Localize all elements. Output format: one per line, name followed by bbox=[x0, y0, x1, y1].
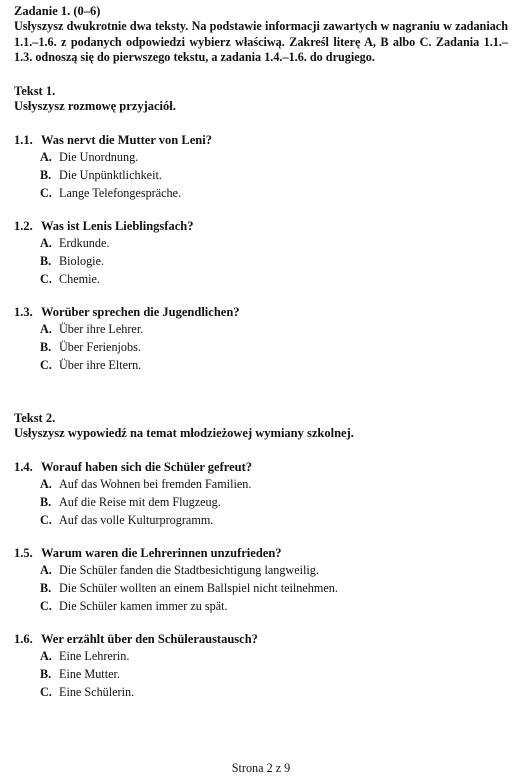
option-text: Biologie. bbox=[59, 253, 105, 268]
option-b[interactable] bbox=[14, 338, 508, 356]
option-a[interactable] bbox=[14, 647, 508, 665]
option-letter: B. bbox=[40, 253, 52, 268]
option-text: Die Schüler kamen immer zu spät. bbox=[59, 598, 228, 613]
question-1-1 bbox=[14, 132, 508, 202]
option-letter: C. bbox=[40, 357, 52, 372]
option-letter: C. bbox=[40, 512, 52, 527]
option-text: Auf das Wohnen bei fremden Familien. bbox=[59, 476, 252, 491]
question-number: 1.2. bbox=[14, 218, 33, 233]
question-number: 1.6. bbox=[14, 631, 33, 646]
question-1-4 bbox=[14, 459, 508, 529]
option-text: Erdkunde. bbox=[59, 235, 110, 250]
option-text: Eine Lehrerin. bbox=[59, 648, 130, 663]
question-text: Was ist Lenis Lieblingsfach? bbox=[41, 218, 194, 233]
option-text: Chemie. bbox=[59, 271, 100, 286]
option-b[interactable] bbox=[14, 665, 508, 683]
option-letter: B. bbox=[40, 167, 52, 182]
question-number: 1.1. bbox=[14, 132, 33, 147]
text-2-title: Tekst 2. bbox=[14, 410, 56, 425]
option-letter: C. bbox=[40, 271, 52, 286]
option-letter: A. bbox=[40, 648, 52, 663]
option-text: Über ihre Lehrer. bbox=[59, 321, 144, 336]
option-letter: A. bbox=[40, 476, 52, 491]
option-text: Die Schüler fanden die Stadtbesichtigung langweilig. bbox=[59, 562, 319, 577]
question-text: Wer erzählt über den Schüleraustausch? bbox=[41, 631, 258, 646]
option-letter: B. bbox=[40, 666, 52, 681]
option-letter: A. bbox=[40, 149, 52, 164]
option-letter: C. bbox=[40, 598, 52, 613]
option-c[interactable] bbox=[14, 356, 508, 374]
option-letter: C. bbox=[40, 684, 52, 699]
text-2-description: Usłyszysz wypowiedź na temat młodzieżowej wymiany szkolnej. bbox=[14, 426, 354, 440]
question-1-6 bbox=[14, 631, 508, 701]
option-a[interactable] bbox=[14, 234, 508, 252]
question-text: Warum waren die Lehrerinnen unzufrieden? bbox=[41, 545, 282, 560]
question-1-3 bbox=[14, 304, 508, 374]
page-number: Strona 2 z 9 bbox=[231, 761, 291, 775]
task-title: Zadanie 1. (0–6) bbox=[14, 4, 101, 18]
option-text: Die Unordnung. bbox=[59, 149, 139, 164]
option-c[interactable] bbox=[14, 597, 508, 615]
option-b[interactable] bbox=[14, 493, 508, 511]
option-letter: B. bbox=[40, 494, 52, 509]
option-a[interactable] bbox=[14, 320, 508, 338]
task-instruction: Usłyszysz dwukrotnie dwa teksty. Na podstawie informacji zawartych w nagraniu w zadaniach 1.1.–1.6. z podanych odpowiedzi wybierz właściwą. Zakreśl literę A, B albo C. Zadania 1.1.–1.3. odnoszą się do pierwszego tekstu, a zadania 1.4.–1.6. do drugiego. bbox=[14, 19, 508, 64]
question-1-5 bbox=[14, 545, 508, 615]
question-number: 1.3. bbox=[14, 304, 33, 319]
option-text: Lange Telefongespräche. bbox=[59, 185, 182, 200]
exam-page bbox=[14, 4, 508, 701]
text-1-description: Usłyszysz rozmowę przyjaciół. bbox=[14, 99, 176, 113]
text-2-header bbox=[14, 411, 508, 442]
option-letter: A. bbox=[40, 235, 52, 250]
option-text: Die Unpünktlichkeit. bbox=[59, 167, 162, 182]
option-letter: B. bbox=[40, 580, 52, 595]
option-b[interactable] bbox=[14, 166, 508, 184]
question-text: Was nervt die Mutter von Leni? bbox=[41, 132, 212, 147]
option-text: Auf die Reise mit dem Flugzeug. bbox=[59, 494, 221, 509]
option-c[interactable] bbox=[14, 683, 508, 701]
question-text: Worüber sprechen die Jugendlichen? bbox=[41, 304, 240, 319]
option-c[interactable] bbox=[14, 511, 508, 529]
option-a[interactable] bbox=[14, 148, 508, 166]
question-1-2 bbox=[14, 218, 508, 288]
option-text: Eine Mutter. bbox=[59, 666, 120, 681]
question-text: Worauf haben sich die Schüler gefreut? bbox=[41, 459, 253, 474]
option-a[interactable] bbox=[14, 561, 508, 579]
option-text: Auf das volle Kulturprogramm. bbox=[59, 512, 214, 527]
question-number: 1.5. bbox=[14, 545, 33, 560]
option-text: Über ihre Eltern. bbox=[59, 357, 142, 372]
option-text: Über Ferienjobs. bbox=[59, 339, 141, 354]
option-letter: B. bbox=[40, 339, 52, 354]
question-number: 1.4. bbox=[14, 459, 33, 474]
text-1-title: Tekst 1. bbox=[14, 83, 56, 98]
option-b[interactable] bbox=[14, 579, 508, 597]
text-1-header bbox=[14, 84, 508, 115]
option-c[interactable] bbox=[14, 270, 508, 288]
option-b[interactable] bbox=[14, 252, 508, 270]
option-letter: A. bbox=[40, 562, 52, 577]
option-letter: A. bbox=[40, 321, 52, 336]
option-text: Die Schüler wollten an einem Ballspiel nicht teilnehmen. bbox=[59, 580, 338, 595]
option-c[interactable] bbox=[14, 184, 508, 202]
option-letter: C. bbox=[40, 185, 52, 200]
option-a[interactable] bbox=[14, 475, 508, 493]
option-text: Eine Schülerin. bbox=[59, 684, 135, 699]
